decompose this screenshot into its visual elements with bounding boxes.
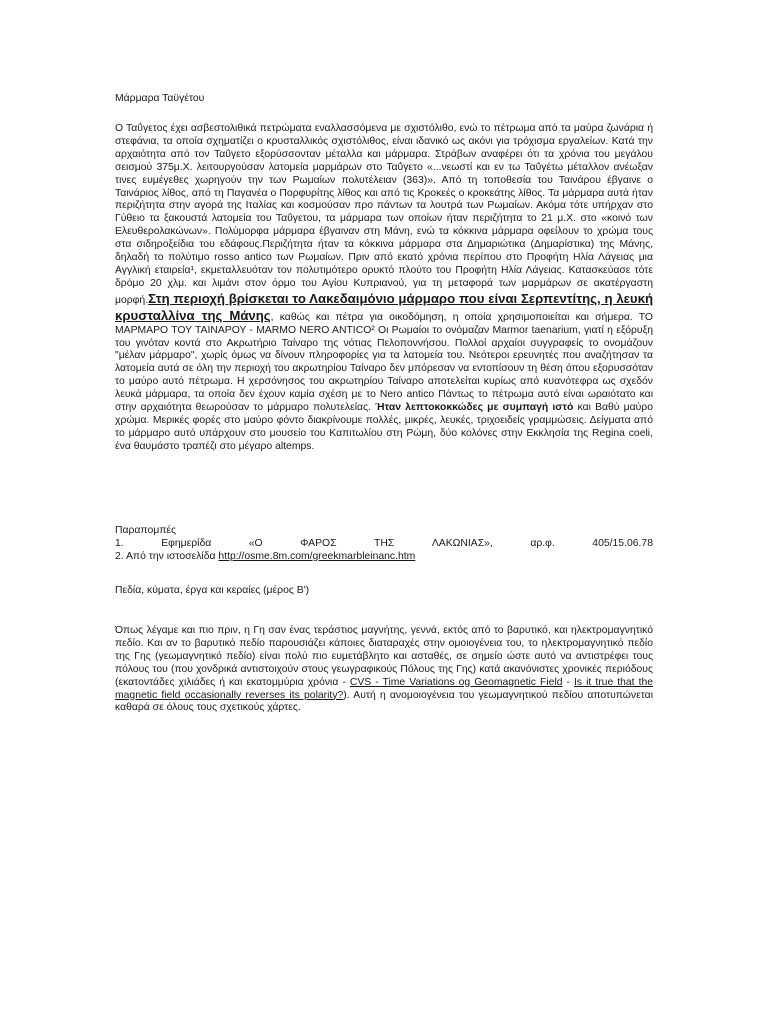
references-heading: Παραπομπές xyxy=(115,525,177,536)
paragraph-text: , καθώς και πέτρα για οικοδόμηση, η οποία χρησιμοποιείται και σήμερα. ΤΟ ΜΑΡΜΑΡΟ ΤΟΥ ΤΑΙΝΑΡΟΥ - ΜΑRΜΟ ΝΕRΟ ΑΝΤΙCΟ² Οι Ρωμαίοι το ονόμαζαν Marmor taenarium, γιατί η εξόρυξη του γινόταν κοντά στο Ακρωτήριο Ταίναρο της νότιας Πελοποννήσου. Πολλοί αρχαίοι συγγραφείς το ονομάζουν "μέλαν μάρμαρο", χωρίς όμως να δίνουν πληροφορίες για τα λατομεία του. Νεότεροι ερευνητές που αναζήτησαν τα λατομεία αυτά σε όλη την περιοχή του ακρωτηρίου Ταίναρο δεν μπόρεσαν να εντοπίσουν τη θέση όπου εξορυσσόταν το μαύρο αυτό πέτρωμα. Η χερσόνησος του ακρωτηρίου Ταίναρο αποτελείται κυρίως από κυανότεφρα ως σχεδόν λευκά μάρμαρα, τα οποία δεν έχουν καμία σχέση με το Nero antico Πάντως το πέτρωμα αυτό είναι ωραιότατο και στην αρχαιότητα θεωρούσαν το μάρμαρο πολυτελείας. xyxy=(115,311,653,414)
reference-1-word: αρ.φ. xyxy=(530,537,555,549)
reference-2 xyxy=(115,551,653,564)
references-section xyxy=(115,525,653,564)
document-title: Μάρμαρα Ταϋγέτου xyxy=(115,93,205,104)
reference-1-word: ΦΑΡΟΣ xyxy=(300,537,337,549)
paragraph-text: Ο Ταΰγετος έχει ασβεστολιθικά πετρώματα εναλλασσόμενα με σχιστόλιθο, ενώ το πέτρωμα από τα μαύρα ζωνάρια ή στεφάνια, τα οποία σχηματίζει ο κρυσταλλικός σχιστόλιθος, είναι ιδανικό ως ακόνι για τρόχισμα εργαλείων. Κατά την αρχαιότητα από τον Ταΰγετο εξορύσσονταν μέταλλα και μάρμαρα. Στράβων αναφέρει ότι τα χρόνια του μεγάλου σεισμού 375μ.Χ. λειτουργούσαν λατομεία μαρμάρων στο Ταΰγετο «...νεωστί και εν τω Ταΰγέτω μέταλλον ανέωξαν τινες ευμέγεθες χωρηγούν την των Ρωμαίων πολυτέλειαν (363)». Από τη τοποθεσία του Ταινάρου έβγαινε ο Ταινάριος λίθος, από τη Παγανέα ο Πορφυρίτης λίθος και από τις Κροκεές ο κροκεάτης λίθος. Τα μάρμαρα αυτά ήταν περιζήτητα στην αγορά της Ιταλίας και κοσμούσαν προ πάντων τα λουτρά των Ρωμαίων. Ακόμα τότε υπήρχαν στο Γύθειο τα ξακουστά λατομεία του Ταΰγετου, τα μάρμαρα των οποίων ήταν περιζήτητα το 21 μ.Χ. στο «κοινό των Ελευθερολακώνων». Πολύμορφα μάρμαρα έβγαιναν στη Μάνη, ενώ τα κόκκινα μάρμαρα οφείλουν το χρώμα τους στα σιδηροξείδια του εδάφους.Περιζήτητα ήταν τα κόκκινα μάρμαρα στα Δημαριώτικα (Δημαρίστικα) της Μάνης, δηλαδή το πολύτιμο rosso antico των Ρωμαίων. Πριν από εκατό χρόνια περίπου στο Προφήτη Ηλία Λάγειας μια Αγγλική εταιρεία¹, εκμεταλλευόταν τον πολυτιμότερο ορυκτό πλούτο του Προφήτη Ηλία Λάγειας. Κατασκεύασε τότε δρόμο 20 χλμ. και λιμάνι στον όρμο του Αγίου Κυπριανού, για τη μεταφορά των μαρμάρων σε ακατέργαστη μορφή. xyxy=(115,123,653,306)
polarity-reversal-link[interactable]: Is it true that the magnetic field occasionally reverses its polarity? xyxy=(115,676,654,701)
reference-1 xyxy=(115,538,653,551)
reference-1-word: Εφημερίδα xyxy=(161,537,212,549)
reference-1-word: ΛΑΚΩΝΙΑΣ», xyxy=(431,537,493,549)
bold-phrase: Ήταν λεπτοκοκκώδες με συμπαγή ιστό xyxy=(375,402,574,414)
paragraph-text: Όπως λέγαμε και πιο πριν, η Γη σαν ένας τεράστιος μαγνήτης, γεννά, εκτός από το βαρυτικό, και ηλεκτρομαγνητικό πεδίο. Και αν το βαρυτικό πεδίο παρουσιάζει κάποιες διαταραχές στην ομοιογένεια του, το ηλεκτρομαγνητικό πεδίο της Γης (γεωμαγνητικό πεδίο) είναι πολύ πιο ευμετάβλητο και ασταθές, σε σημείο ώστε αυτό να αντιστρέφει τους πόλους του (που χονδρικά αντιστοιχούν στους γεωγραφικούς Πόλους της Γης) κατά ακανόνιστες χρονικές περιόδους (εκατοντάδες χιλιάδες ή και εκατομμύρια χρόνια - xyxy=(115,625,653,688)
reference-1-word: ΤΗΣ xyxy=(374,537,395,549)
reference-1-word: 1. xyxy=(115,537,124,549)
paragraph-geomagnetic xyxy=(115,625,653,715)
highlighted-statement: Στη περιοχή βρίσκεται το Λακεδαιμόνιο μάρμαρο που είναι Σερπεντίτης, η λευκή κρυσταλλίνα της Μάνης xyxy=(115,290,653,323)
reference-1-word: «Ο xyxy=(248,537,263,549)
reference-2-text: 2. Από την ιστοσελίδα xyxy=(115,550,219,562)
reference-1-word: 405/15.06.78 xyxy=(592,537,653,549)
section-subtitle: Πεδία, κύματα, έργα και κεραίες (μέρος Β') xyxy=(115,585,310,596)
paragraph-text: ). Αυτή η ανομοιογένεια του γεωμαγνητικού πεδίου αποτυπώνεται καθαρά σε όλους τους σχετικούς χάρτες. xyxy=(115,689,653,714)
reference-2-link[interactable]: http://osme.8m.com/greekmarbleinanc.htm xyxy=(218,550,416,562)
paragraph-text: - xyxy=(562,676,575,688)
paragraph-text: και Βαθύ μαύρο χρώμα. Μερικές φορές στο μαύρο φόντο διακρίνουμε πολλές, μικρές, λευκές, τριχοειδείς γραμμώσεις. Δείγματα από το μάρμαρο αυτό υπάρχουν στο μουσείο του Καπιτωλίου στη Ρώμη, δύο κολόνες στην Εκκλησία της Regina coeli, ένα θαυμάστο τραπέζι στο μέγαρο altemps. xyxy=(115,402,653,452)
cvs-time-variations-link[interactable]: CVS - Time Variations og Geomagnetic Field xyxy=(349,676,563,688)
paragraph-marble xyxy=(115,123,653,454)
